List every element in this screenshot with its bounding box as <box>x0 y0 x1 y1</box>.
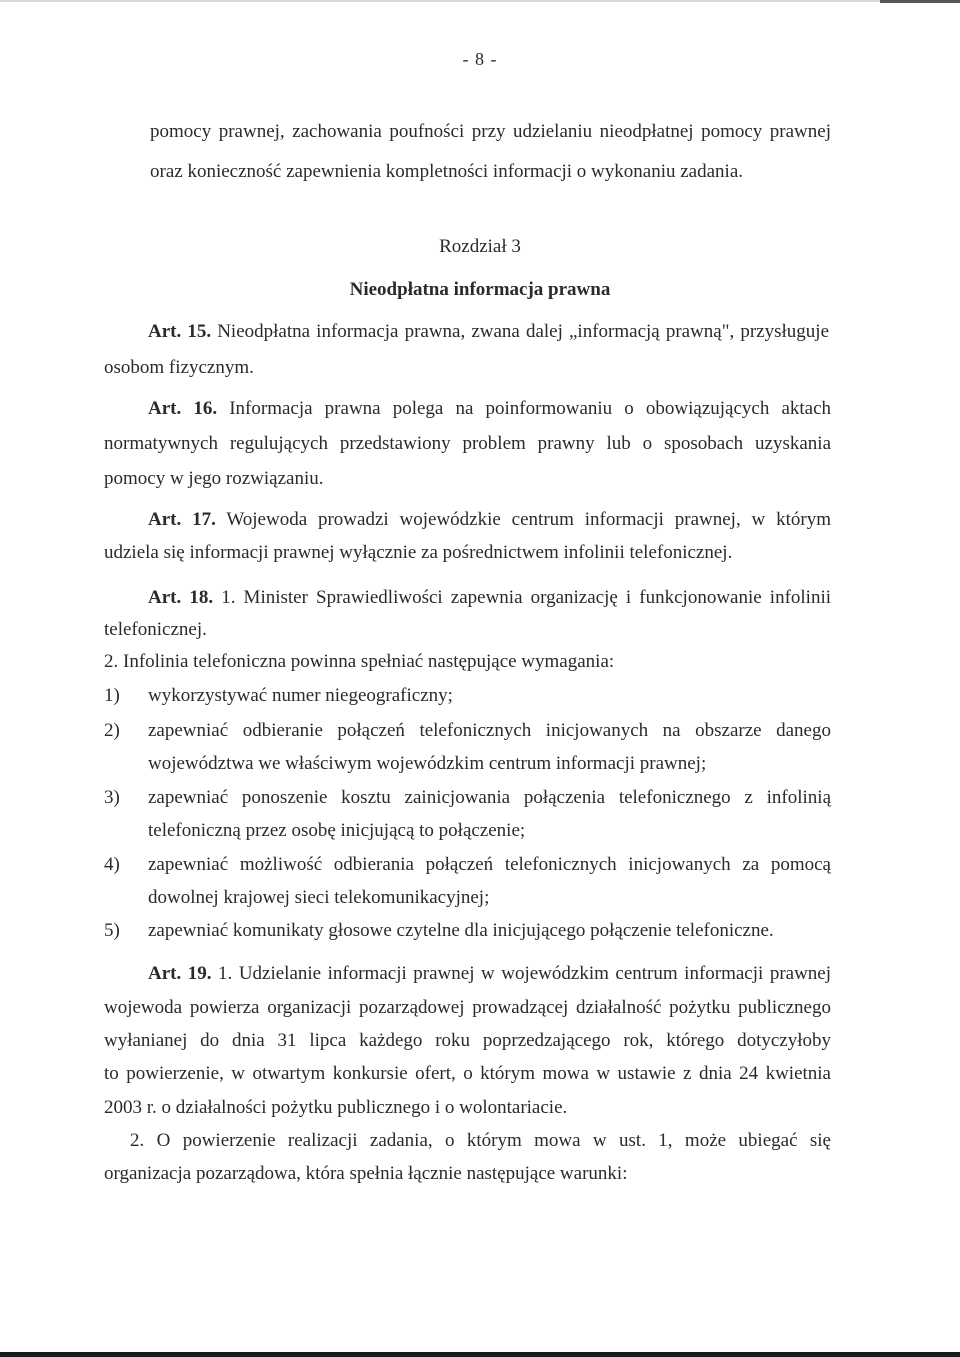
art17-line-1 <box>148 508 831 532</box>
list-item-text-cont: województwa we właściwym wojewódzkim centrum informacji prawnej; <box>148 753 707 774</box>
page-number: - 8 - <box>462 49 498 69</box>
list-item-number: 2) <box>104 720 120 741</box>
art19-line-4: to powierzenie, w otwartym konkursie ofert, o którym mowa w ustawie z dnia 24 kwietnia <box>104 1063 831 1084</box>
art18-number: Art. 18. <box>148 587 214 608</box>
list-item-text: zapewniać komunikaty głosowe czytelne dla inicjującego połączenie telefoniczne. <box>148 920 774 941</box>
intro-line-1: pomocy prawnej, zachowania poufności przy udzielaniu nieodpłatnej pomocy prawnej <box>150 121 831 142</box>
chapter-label: Rozdział 3 <box>439 236 521 257</box>
list-item-number: 1) <box>104 685 120 706</box>
art17-number: Art. 17. <box>148 509 216 530</box>
art19-number: Art. 19. <box>148 963 212 984</box>
art16-line-3: pomocy w jego rozwiązaniu. <box>104 468 324 489</box>
list-item-text-cont: telefoniczną przez osobę inicjującą to połączenie; <box>148 820 526 841</box>
art16-text-1: Informacja prawna polega na poinformowaniu o obowiązujących aktach <box>229 398 832 419</box>
list-item-text: zapewniać odbieranie połączeń telefonicznych inicjowanych na obszarze danego <box>148 720 831 741</box>
art19-line-2: wojewoda powierza organizacji pozarządowej prowadzącej działalność pożytku publicznego <box>104 997 831 1018</box>
art16-number: Art. 16. <box>148 398 218 419</box>
art16-line-2: normatywnych regulujących przedstawiony problem prawny lub o sposobach uzyskania <box>104 433 831 454</box>
list-item-text: zapewniać ponoszenie kosztu zainicjowania połączenia telefonicznego z infolinią <box>148 787 831 808</box>
intro-line-2: oraz konieczność zapewnienia kompletności informacji o wykonaniu zadania. <box>150 161 743 182</box>
art18-text-1: 1. Minister Sprawiedliwości zapewnia organizację i funkcjonowanie infolinii <box>221 587 832 608</box>
art19-line-3: wyłanianej do dnia 31 lipca każdego roku poprzedzającego rok, którego dotyczyłoby <box>104 1030 831 1051</box>
scan-top-edge-mark <box>880 0 960 3</box>
list-item-text: wykorzystywać numer niegeograficzny; <box>148 685 453 706</box>
art15-line-1 <box>148 320 829 344</box>
chapter-title <box>0 278 960 302</box>
list-item-number: 4) <box>104 854 120 875</box>
scan-bottom-edge <box>0 1352 960 1357</box>
art15-line-2: osobom fizycznym. <box>104 357 254 378</box>
art19-text-1: 1. Udzielanie informacji prawnej w wojewódzkim centrum informacji prawnej <box>218 963 832 984</box>
list-item-text-cont: dowolnej krajowej sieci telekomunikacyjnej; <box>148 887 490 908</box>
chapter-title-text: Nieodpłatna informacja prawna <box>349 279 611 300</box>
art18-line-2: telefonicznej. <box>104 619 207 640</box>
list-item-text: zapewniać możliwość odbierania połączeń telefonicznych inicjowanych za pomocą <box>148 854 831 875</box>
art15-number: Art. 15. <box>148 321 212 342</box>
art18-line-1 <box>148 586 831 610</box>
art17-text-1: Wojewoda prowadzi wojewódzkie centrum informacji prawnej, w którym <box>226 509 831 530</box>
art17-line-2: udziela się informacji prawnej wyłącznie za pośrednictwem infolinii telefonicznej. <box>104 542 733 563</box>
art16-line-1 <box>148 397 831 421</box>
art19-line-1 <box>148 962 831 986</box>
scan-top-edge <box>0 0 960 2</box>
list-item-number: 3) <box>104 787 120 808</box>
art19-line-5: 2003 r. o działalności pożytku publicznego i o wolontariacie. <box>104 1097 568 1118</box>
art19-para-2-line-2: organizacja pozarządowa, która spełnia łącznie następujące warunki: <box>104 1163 628 1184</box>
list-item-number: 5) <box>104 920 120 941</box>
art19-para-2-line-1: 2. O powierzenie realizacji zadania, o którym mowa w ust. 1, może ubiegać się <box>130 1130 831 1151</box>
art18-para-2: 2. Infolinia telefoniczna powinna spełniać następujące wymagania: <box>104 651 615 672</box>
art15-text-1: Nieodpłatna informacja prawna, zwana dalej „informacją prawną", przysługuje <box>217 321 830 342</box>
